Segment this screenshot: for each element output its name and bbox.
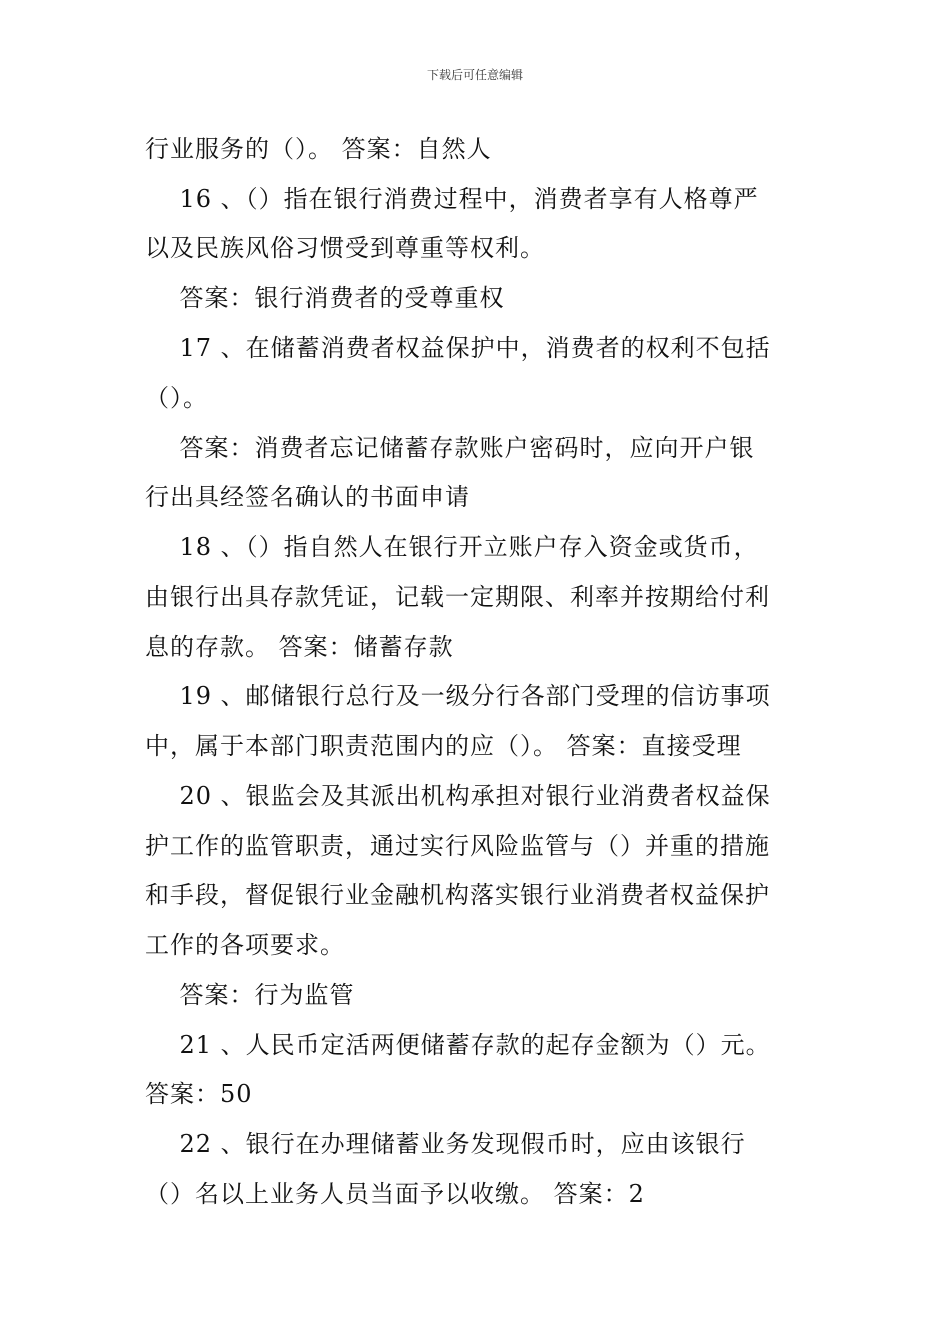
- page-header: 下载后可任意编辑: [426, 68, 523, 82]
- text-line: 中，属于本部门职责范围内的应（）。 答案：直接受理: [145, 732, 742, 760]
- text-line: 17 、在储蓄消费者权益保护中，消费者的权利不包括: [145, 334, 771, 362]
- text-line: 16 、（）指在银行消费过程中，消费者享有人格尊严: [145, 185, 759, 213]
- text-line: 以及民族风俗习惯受到尊重等权利。: [145, 234, 545, 262]
- text-line: 由银行出具存款凭证，记载一定期限、利率并按期给付利: [145, 583, 770, 611]
- text-line: 19 、邮储银行总行及一级分行各部门受理的信访事项: [145, 682, 771, 710]
- text-line: 行业服务的（）。 答案：自然人: [145, 135, 492, 163]
- text-line: 护工作的监管职责，通过实行风险监管与（）并重的措施: [145, 832, 770, 860]
- text-line: 息的存款。 答案：储蓄存款: [145, 633, 454, 661]
- text-line: （）。: [145, 384, 208, 412]
- text-line: 答案：50: [145, 1080, 253, 1108]
- text-line: 工作的各项要求。: [145, 931, 345, 959]
- text-line: 20 、银监会及其派出机构承担对银行业消费者权益保: [145, 782, 771, 810]
- text-line: 行出具经签名确认的书面申请: [145, 483, 470, 511]
- text-line: 和手段，督促银行业金融机构落实银行业消费者权益保护: [145, 881, 770, 909]
- text-line: 答案：银行消费者的受尊重权: [145, 284, 505, 312]
- text-line: 21 、人民币定活两便储蓄存款的起存金额为（）元。: [145, 1031, 771, 1059]
- text-line: 22 、银行在办理储蓄业务发现假币时，应由该银行: [145, 1130, 746, 1158]
- text-line: 18 、（）指自然人在银行开立账户存入资金或货币，: [145, 533, 759, 561]
- text-line: 答案：行为监管: [145, 981, 355, 1009]
- text-line: （）名以上业务人员当面予以收缴。 答案：2: [145, 1180, 645, 1208]
- text-line: 答案：消费者忘记储蓄存款账户密码时，应向开户银: [145, 434, 755, 462]
